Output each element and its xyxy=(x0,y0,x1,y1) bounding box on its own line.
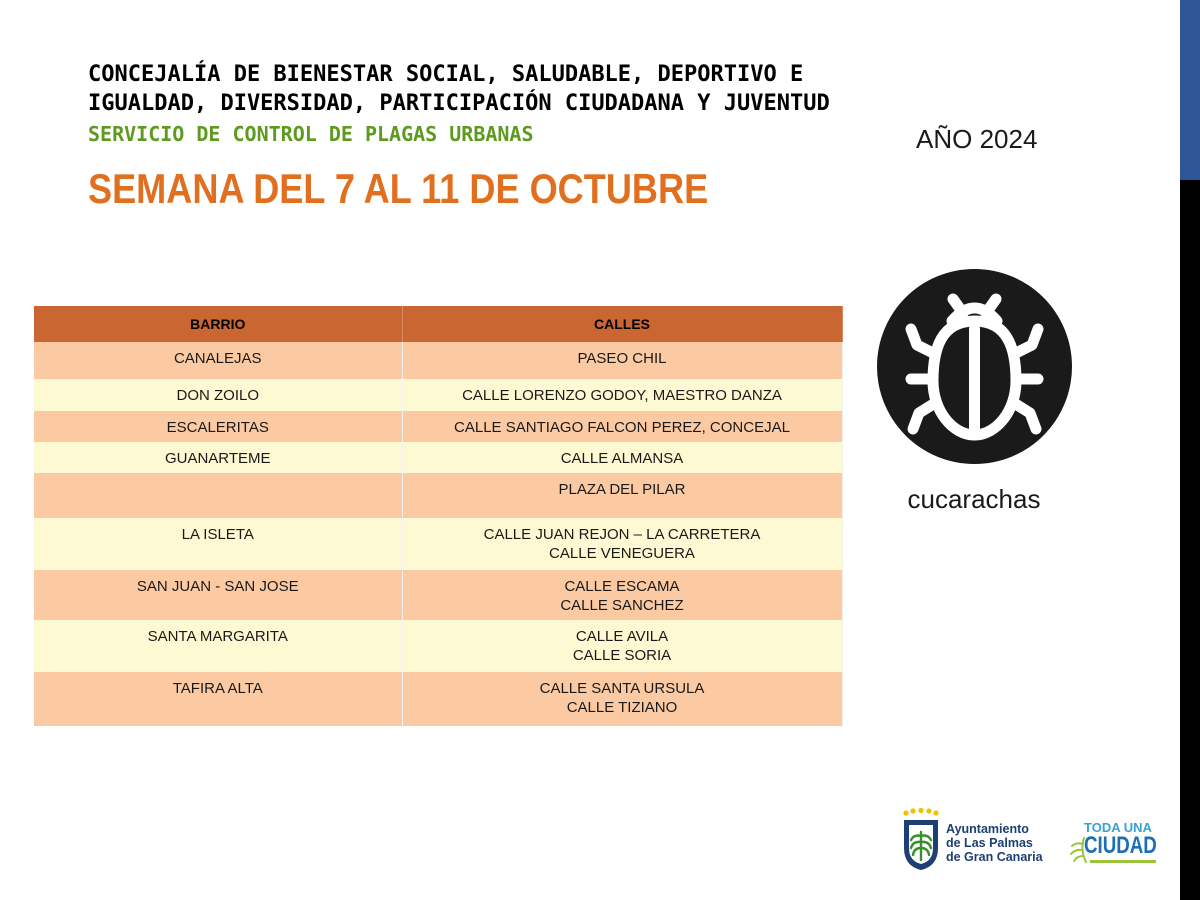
barrio-cell: DON ZOILO xyxy=(34,379,402,411)
calles-cell xyxy=(402,342,842,379)
table-header-row xyxy=(34,306,842,342)
calles-cell xyxy=(402,570,842,620)
schedule-table xyxy=(34,306,843,726)
calles-cell xyxy=(402,442,842,473)
ayuntamiento-line-2: de Las Palmas xyxy=(946,836,1033,850)
calles-cell xyxy=(402,379,842,411)
table-row xyxy=(34,411,842,442)
table-row xyxy=(34,672,842,726)
bug-icon xyxy=(877,269,1072,464)
ciudad-logo-line-1: TODA UNA xyxy=(1084,820,1152,835)
street-name: CALLE JUAN REJON – LA CARRETERA xyxy=(483,526,761,543)
ciudad-logo-tagline xyxy=(1090,860,1156,863)
street-name: CALLE TIZIANO xyxy=(566,699,678,716)
barrio-cell: ESCALERITAS xyxy=(34,411,402,442)
street-name: CALLE ALMANSA xyxy=(560,450,684,467)
table-row xyxy=(34,473,842,518)
service-title: SERVICIO DE CONTROL DE PLAGAS URBANAS xyxy=(88,122,534,146)
crest-icon xyxy=(900,808,942,872)
street-name: CALLE AVILA xyxy=(575,628,669,645)
street-name: PASEO CHIL xyxy=(577,350,667,367)
street-name: CALLE VENEGUERA xyxy=(549,545,695,562)
barrio-cell: CANALEJAS xyxy=(34,342,402,379)
barrio-cell: TAFIRA ALTA xyxy=(34,672,402,726)
column-header-barrio: BARRIO xyxy=(34,306,402,342)
street-name: CALLE ESCAMA xyxy=(564,578,680,595)
table-row xyxy=(34,570,842,620)
table-row xyxy=(34,620,842,672)
ayuntamiento-line-1: Ayuntamiento xyxy=(946,822,1029,836)
table-row xyxy=(34,379,842,411)
year-label: AÑO 2024 xyxy=(916,124,1038,154)
barrio-cell: GUANARTEME xyxy=(34,442,402,473)
ciudad-logo-line-2: CIUDAD xyxy=(1084,832,1157,859)
department-title-line-1: CONCEJALÍA DE BIENESTAR SOCIAL, SALUDABLE, DEPORTIVO E xyxy=(88,62,804,87)
calles-cell xyxy=(402,620,842,672)
column-header-calles: CALLES xyxy=(402,306,842,342)
calles-cell xyxy=(402,473,842,518)
pest-caption: cucarachas xyxy=(907,484,1041,514)
week-title: SEMANA DEL 7 AL 11 DE OCTUBRE xyxy=(88,165,709,212)
barrio-cell xyxy=(34,473,402,518)
street-name: CALLE SANTIAGO FALCON PEREZ, CONCEJAL xyxy=(454,419,790,436)
table-row xyxy=(34,518,842,570)
toda-una-ciudad-logo xyxy=(1070,820,1158,870)
department-title-line-2: IGUALDAD, DIVERSIDAD, PARTICIPACIÓN CIUDADANA Y JUVENTUD xyxy=(88,91,830,116)
barrio-cell: SANTA MARGARITA xyxy=(34,620,402,672)
street-name: CALLE SORIA xyxy=(572,647,672,664)
edge-band-blue xyxy=(1180,0,1200,180)
barrio-cell: SAN JUAN - SAN JOSE xyxy=(34,570,402,620)
street-name: CALLE SANCHEZ xyxy=(560,597,684,614)
street-name: CALLE LORENZO GODOY, MAESTRO DANZA xyxy=(462,387,782,404)
street-name: CALLE SANTA URSULA xyxy=(539,680,705,697)
table-row xyxy=(34,342,842,379)
calles-cell xyxy=(402,518,842,570)
ayuntamiento-logo xyxy=(900,808,1060,872)
table-row xyxy=(34,442,842,473)
calles-cell xyxy=(402,411,842,442)
calles-cell xyxy=(402,672,842,726)
street-name: PLAZA DEL PILAR xyxy=(558,481,686,498)
barrio-cell: LA ISLETA xyxy=(34,518,402,570)
edge-band-black xyxy=(1180,180,1200,900)
ayuntamiento-line-3: de Gran Canaria xyxy=(946,850,1043,864)
palm-leaf-icon xyxy=(1070,836,1092,864)
